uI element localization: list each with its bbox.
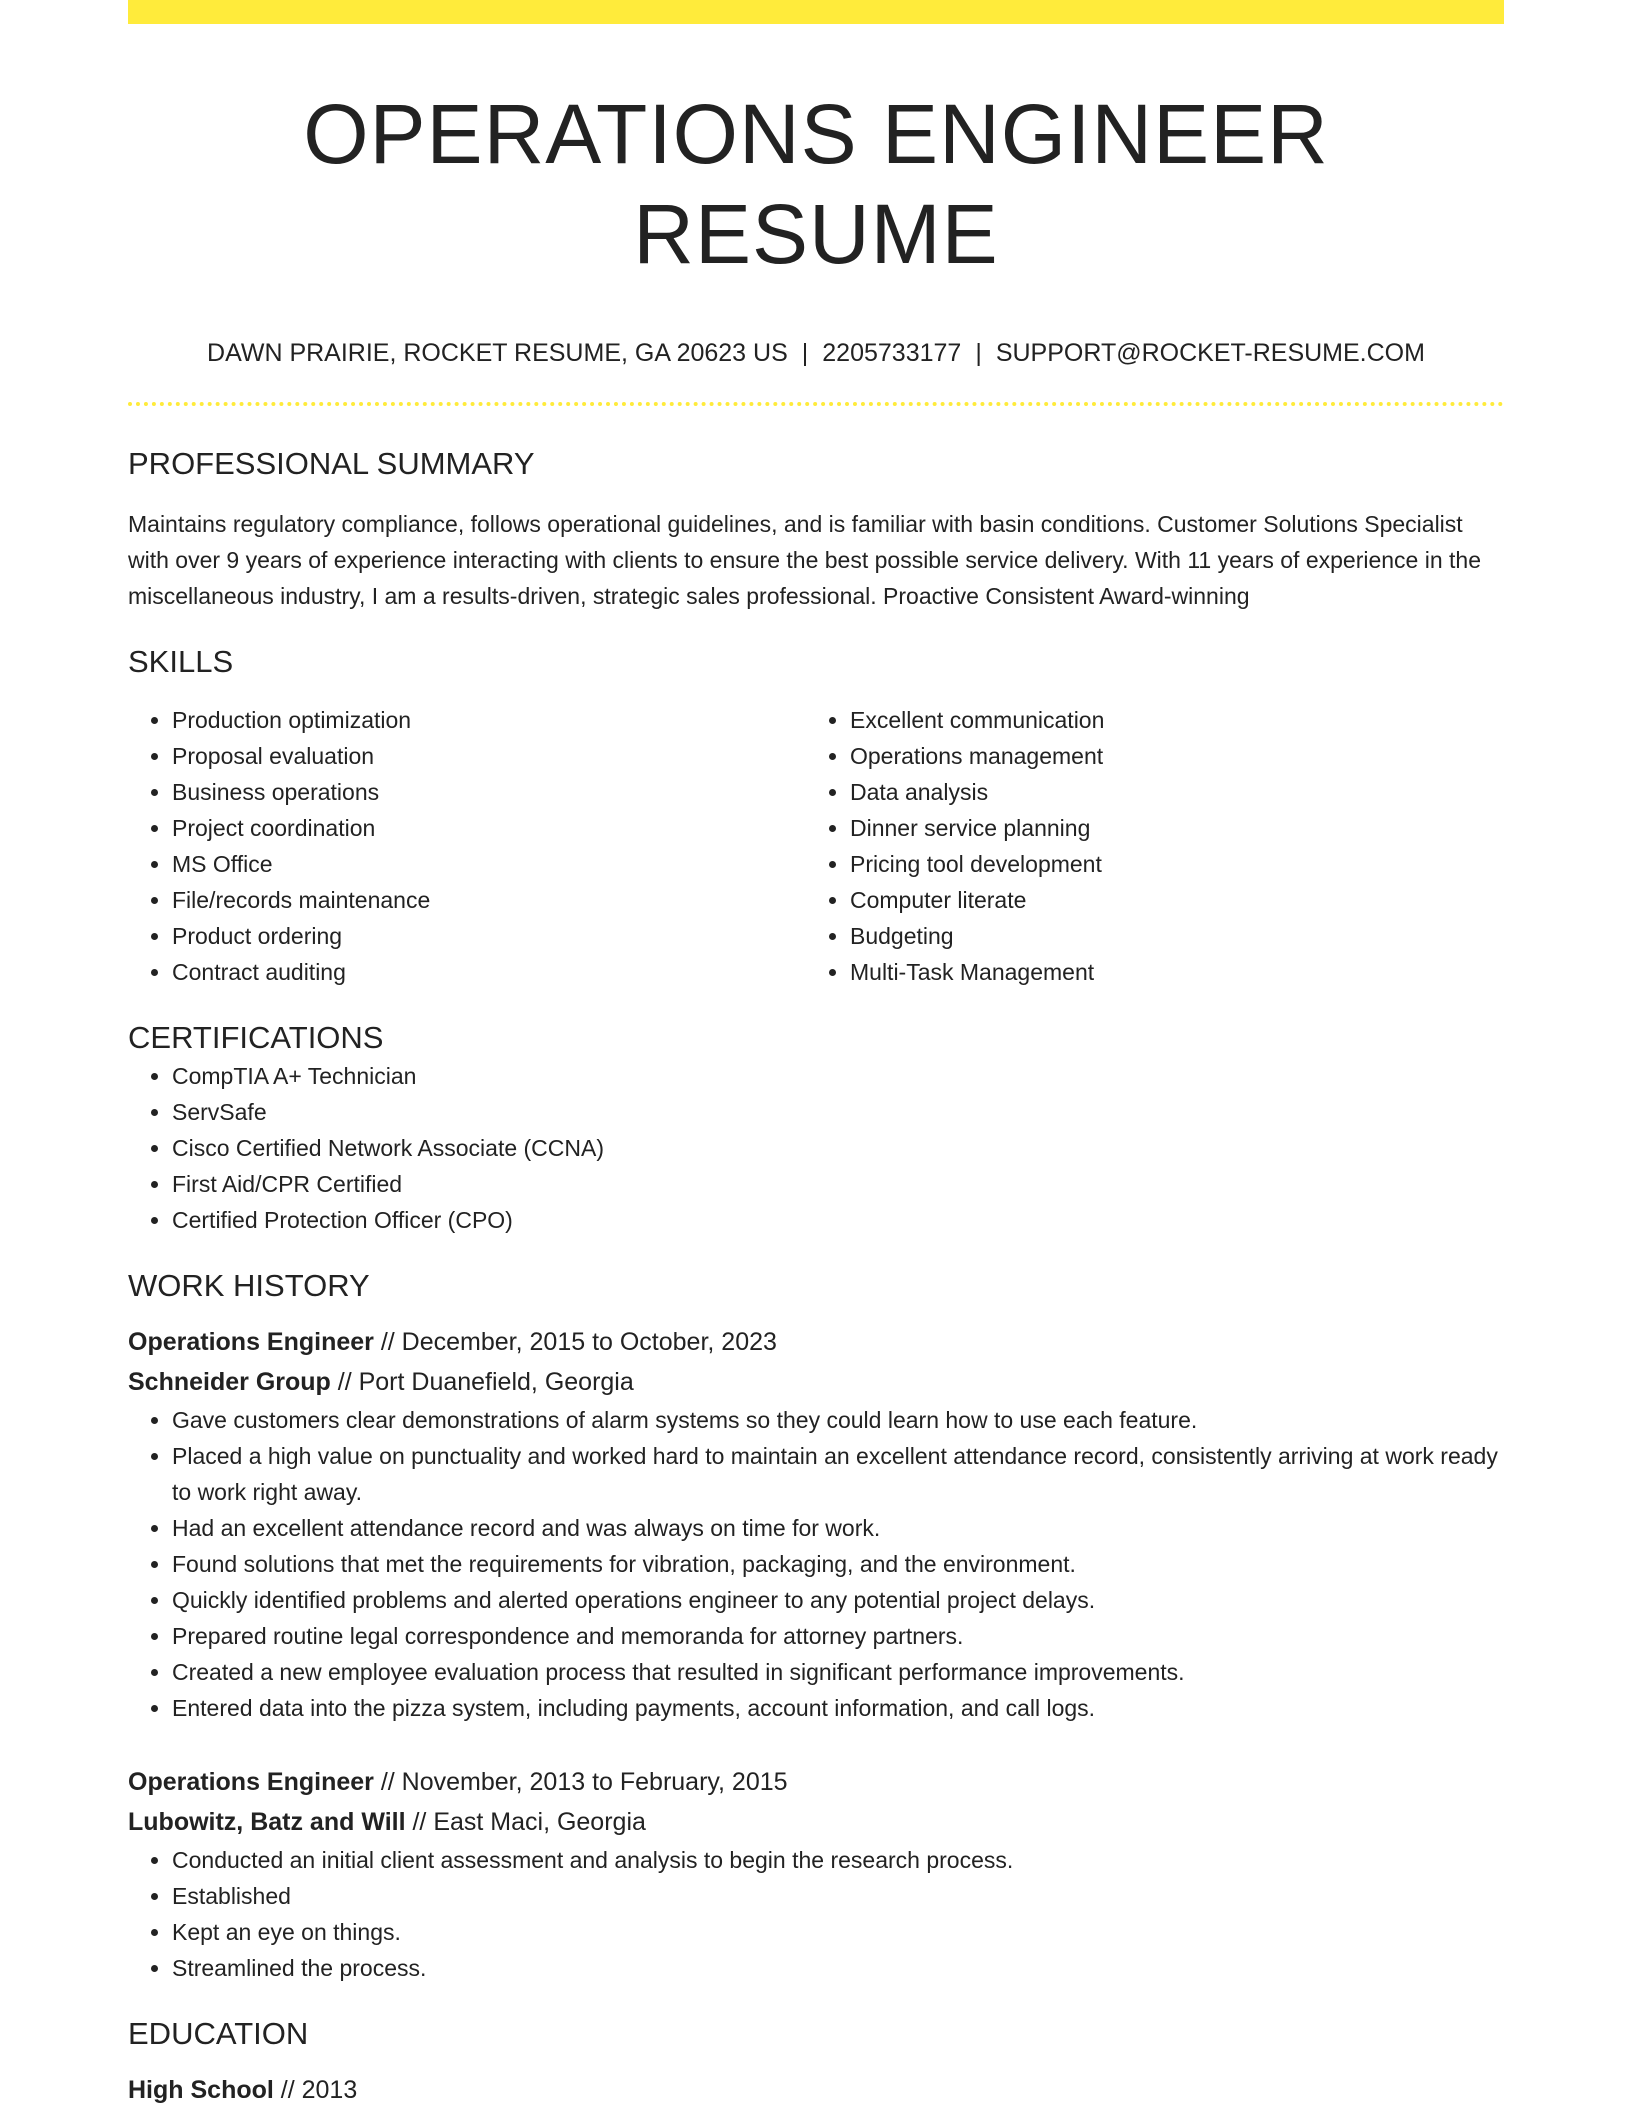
job-company: Schneider Group [128,1368,331,1396]
skill-item: • Project coordination [172,810,806,846]
job-title-line [128,1322,1504,1362]
contact-address: DAWN PRAIRIE, ROCKET RESUME, GA 20623 US [207,339,788,367]
skill-item: • Multi-Task Management [850,954,1484,990]
job-title: Operations Engineer [128,1768,374,1796]
job-entry [128,1322,1504,1726]
job-duty-item: • Gave customers clear demonstrations of alarm systems so they could learn how to use each feature. [172,1402,1504,1438]
contact-email: SUPPORT@ROCKET-RESUME.COM [995,339,1425,367]
skills-grid [128,702,1504,990]
skills-heading: SKILLS [128,644,234,679]
skill-item: • Production optimization [172,702,806,738]
accent-top-bar [128,0,1504,24]
job-duty-item: • Created a new employee evaluation process that resulted in significant performance improvements. [172,1654,1504,1690]
skill-item: • Proposal evaluation [172,738,806,774]
job-duty-item: • Found solutions that met the requirements for vibration, packaging, and the environment. [172,1546,1504,1582]
job-duty-item: • Prepared routine legal correspondence and memoranda for attorney partners. [172,1618,1504,1654]
education-degree: High School [128,2076,274,2104]
education-heading: EDUCATION [128,2016,309,2051]
education-year: // 2013 [273,2076,358,2104]
job-location: // Port Duanefield, Georgia [330,1368,634,1396]
contact-separator: | [801,339,809,367]
certifications-heading: CERTIFICATIONS [128,1020,384,1055]
certification-item: • Cisco Certified Network Associate (CCNA) [172,1130,1504,1166]
job-duty-item: • Streamlined the process. [172,1950,1504,1986]
skill-item: • Contract auditing [172,954,806,990]
skill-item: • Excellent communication [850,702,1484,738]
skills-column-left [128,702,806,990]
job-duty-item: • Established [172,1878,1504,1914]
skill-item: • Operations management [850,738,1484,774]
skill-item: • File/records maintenance [172,882,806,918]
certification-item: • Certified Protection Officer (CPO) [172,1202,1504,1238]
job-duty-item: • Quickly identified problems and alerted operations engineer to any potential project delays. [172,1582,1504,1618]
skill-item: • Budgeting [850,918,1484,954]
certification-item: • ServSafe [172,1094,1504,1130]
summary-heading: PROFESSIONAL SUMMARY [128,446,535,481]
job-dates: // December, 2015 to October, 2023 [373,1328,777,1356]
job-dates: // November, 2013 to February, 2015 [373,1768,788,1796]
job-company-line [128,1802,1504,1842]
skill-item: • Computer literate [850,882,1484,918]
contact-line [128,336,1504,370]
skill-item: • Product ordering [172,918,806,954]
skills-list-right [806,702,1484,990]
job-duties-list [128,1402,1504,1726]
job-duty-item: • Placed a high value on punctuality and worked hard to maintain an excellent attendance record, consistently arriving at work ready to work right away. [172,1438,1504,1510]
certification-item: • CompTIA A+ Technician [172,1058,1504,1094]
job-title-line [128,1762,1504,1802]
skill-item: • Business operations [172,774,806,810]
job-company-line [128,1362,1504,1402]
skill-item: • Pricing tool development [850,846,1484,882]
skills-column-right [806,702,1484,990]
contact-phone: 2205733177 [822,339,962,367]
job-duty-item: • Conducted an initial client assessment and analysis to begin the research process. [172,1842,1504,1878]
dotted-divider [128,402,1504,406]
job-entry [128,1762,1504,1986]
skills-list-left [128,702,806,990]
certifications-list [128,1058,1504,1238]
skill-item: • Data analysis [850,774,1484,810]
certification-item: • First Aid/CPR Certified [172,1166,1504,1202]
skill-item: • Dinner service planning [850,810,1484,846]
job-duty-item: • Had an excellent attendance record and was always on time for work. [172,1510,1504,1546]
job-duty-item: • Entered data into the pizza system, including payments, account information, and call logs. [172,1690,1504,1726]
job-title: Operations Engineer [128,1328,374,1356]
job-duties-list [128,1842,1504,1986]
work-history-heading: WORK HISTORY [128,1268,370,1303]
resume-page [128,0,1504,2110]
contact-separator: | [975,339,982,367]
education-entry [128,2070,1504,2110]
resume-title: OPERATIONS ENGINEER RESUME [303,87,1329,281]
job-duty-item: • Kept an eye on things. [172,1914,1504,1950]
skill-item: • MS Office [172,846,806,882]
summary-text: Maintains regulatory compliance, follows operational guidelines, and is familiar with basin conditions. Customer Solutions Specialist with over 9 years of experience interacting with clients to ensure the best possible service delivery. With 11 years of experience in the miscellaneous industry, I am a results-driven, strategic sales professional. Proactive Consistent Award-winning [128,511,1481,609]
job-location: // East Maci, Georgia [405,1808,646,1836]
job-company: Lubowitz, Batz and Will [128,1808,406,1836]
